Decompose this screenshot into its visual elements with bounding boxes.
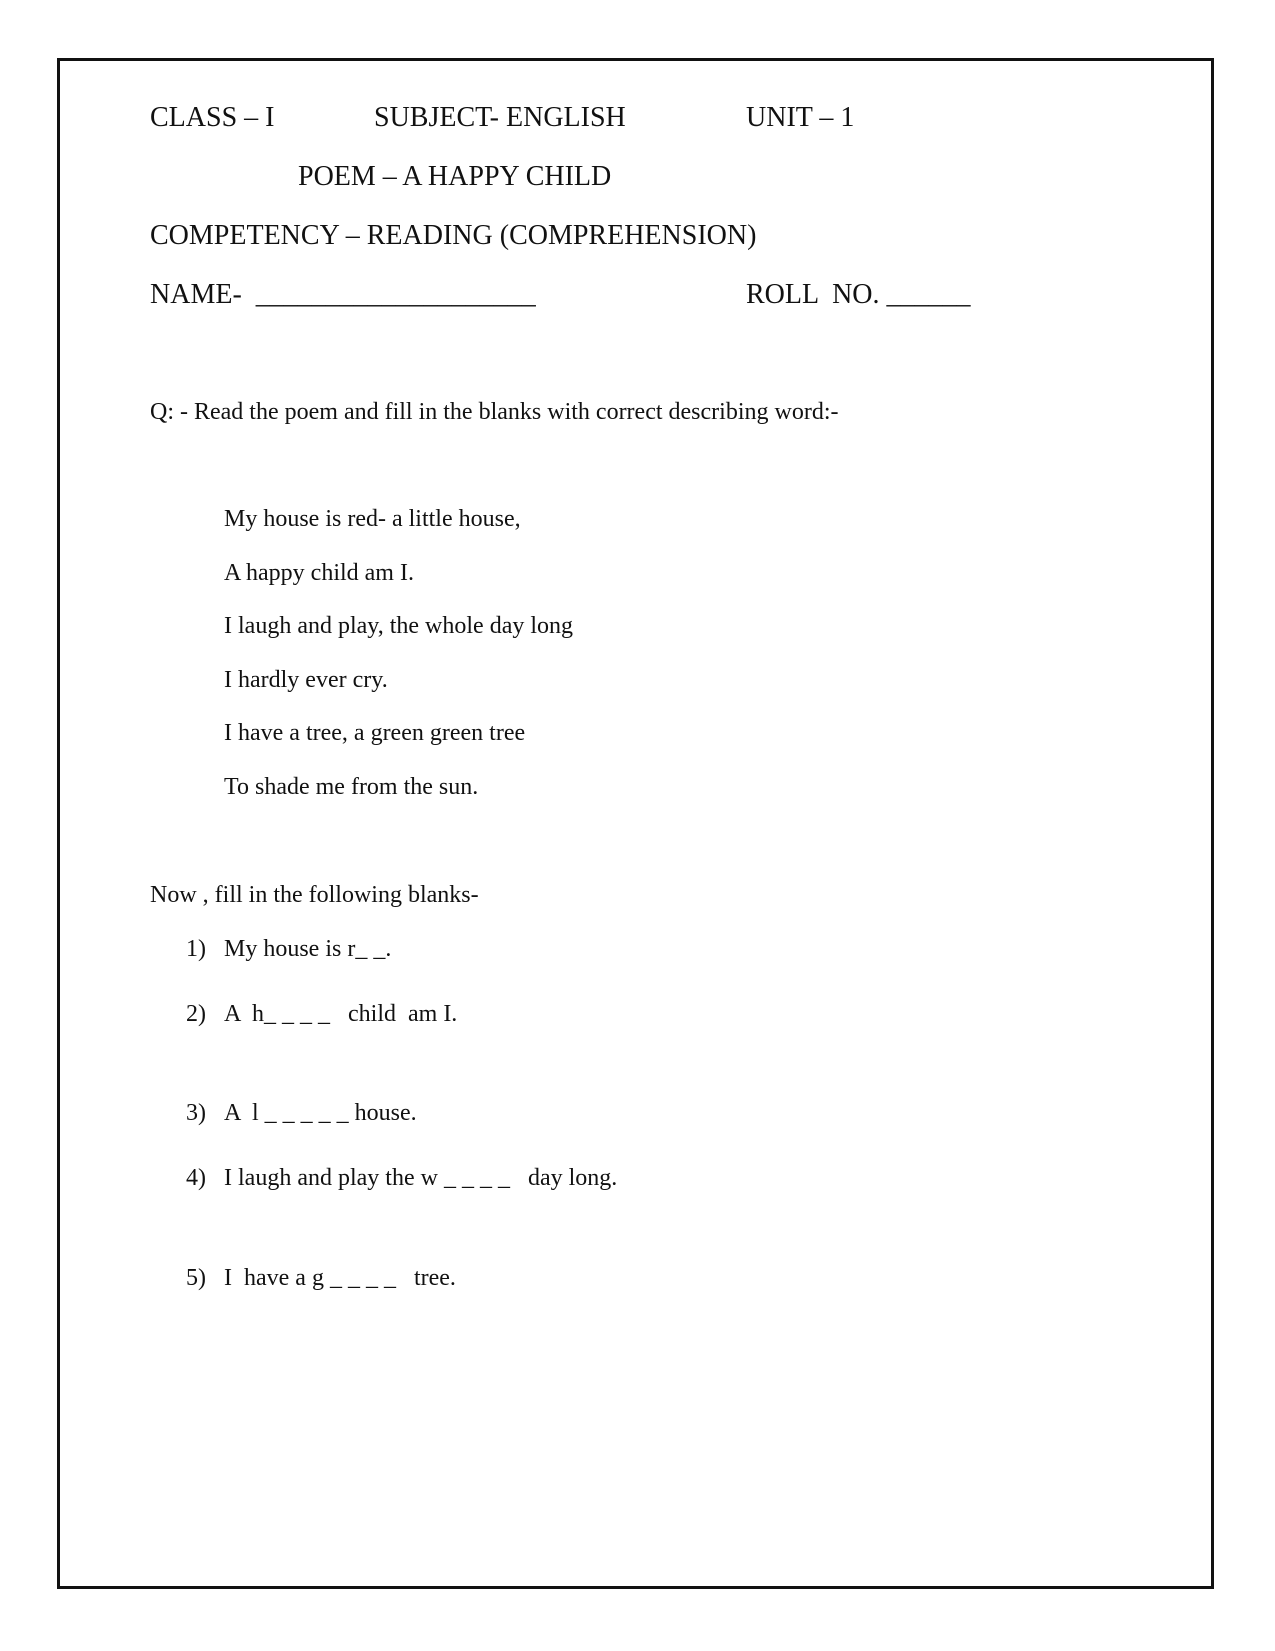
item-number: 4)	[186, 1165, 206, 1191]
item-number: 1)	[186, 936, 206, 962]
fill-blank-item[interactable]: My house is r_ _.	[224, 936, 392, 962]
subject-label: SUBJECT- ENGLISH	[374, 102, 626, 133]
item-number: 3)	[186, 1100, 206, 1126]
poem-line: To shade me from the sun.	[224, 774, 479, 800]
exercise-intro: Now , fill in the following blanks-	[150, 882, 479, 908]
name-field[interactable]: NAME- ____________________	[150, 279, 536, 310]
poem-line: My house is red- a little house,	[224, 506, 521, 532]
item-number: 5)	[186, 1265, 206, 1291]
competency-label: COMPETENCY – READING (COMPREHENSION)	[150, 220, 757, 251]
poem-line: I laugh and play, the whole day long	[224, 613, 574, 639]
poem-line: A happy child am I.	[224, 560, 414, 586]
question-text: Q: - Read the poem and fill in the blanks with correct describing word:-	[150, 399, 839, 425]
fill-blank-item[interactable]: I laugh and play the w _ _ _ _ day long.	[224, 1165, 618, 1191]
roll-number-field[interactable]: ROLL NO. ______	[746, 279, 971, 310]
poem-title: POEM – A HAPPY CHILD	[298, 161, 612, 192]
fill-blank-item[interactable]: I have a g _ _ _ _ tree.	[224, 1265, 456, 1291]
poem-line: I hardly ever cry.	[224, 667, 388, 693]
fill-blank-item[interactable]: A h_ _ _ _ child am I.	[224, 1001, 458, 1027]
fill-blank-item[interactable]: A l _ _ _ _ _ house.	[224, 1100, 417, 1126]
poem-line: I have a tree, a green green tree	[224, 720, 526, 746]
class-label: CLASS – I	[150, 102, 275, 133]
unit-label: UNIT – 1	[746, 102, 855, 133]
item-number: 2)	[186, 1001, 206, 1027]
